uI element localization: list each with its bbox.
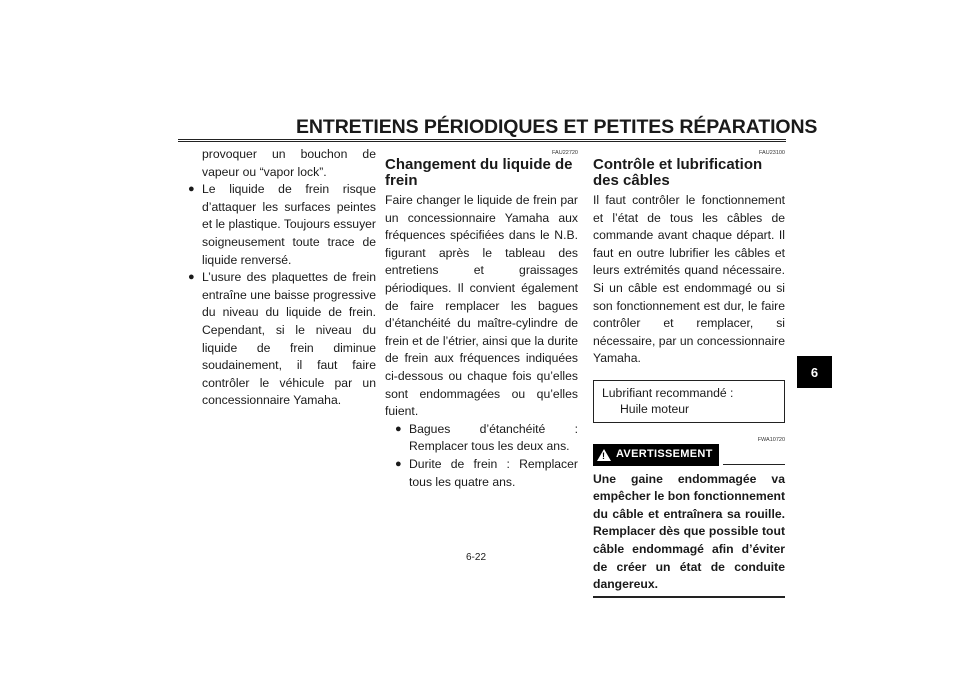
section-heading: Contrôle et lubrification des câbles — [593, 156, 763, 189]
header-rule — [178, 139, 786, 142]
intro-paragraph: provoquer un bouchon de vapeur ou “vapor lock”. — [202, 147, 376, 179]
section-body: Il faut contrôler le fonctionnement et l’état de tous les câbles de commande avant chaque départ. Il faut en outre lubrifier les câbles et leurs extrémités quand nécessaire. Si un câble est endommagé ou si son fonctionnement est dur, le faire contrôler et remplacer, si nécessaire, par un concessionnaire Yamaha. — [593, 193, 785, 366]
lubricant-box — [593, 380, 785, 423]
bullet-text: Le liquide de frein risque d’attaquer les surfaces peintes et le plastique. Toujours essuyer soigneusement toute trace de liquide renversé. — [202, 182, 376, 267]
bullet-item — [186, 269, 376, 410]
column-2 — [385, 146, 578, 491]
bullet-item — [385, 421, 578, 456]
warning-end-rule — [593, 596, 785, 598]
column-1 — [186, 146, 376, 410]
section-heading: Changement du liquide de frein — [385, 156, 573, 189]
page-title: ENTRETIENS PÉRIODIQUES ET PETITES RÉPARATIONS — [296, 116, 818, 138]
bullet-icon: ● — [188, 271, 195, 284]
warning-badge — [593, 444, 719, 466]
warning-label: AVERTISSEMENT — [616, 447, 713, 460]
lubricant-label: Lubrifiant recommandé : — [602, 385, 734, 400]
page-number: 6-22 — [466, 552, 487, 563]
section-code: FAU23100 — [759, 150, 785, 156]
warning-header — [593, 444, 785, 466]
bullet-icon: ● — [188, 183, 195, 196]
warning-text: Une gaine endommagée va empêcher le bon fonctionnement du câble et entraînera sa rouille. Remplacer dès que possible tout câble endommagé afin d’éviter de créer un état de conduite dangereux. — [593, 471, 785, 592]
warning-code: FWA10720 — [757, 436, 785, 443]
column-3 — [593, 146, 785, 598]
warning-rule — [723, 464, 785, 465]
chapter-tab: 6 — [797, 356, 832, 388]
section-body: Faire changer le liquide de frein par un concessionnaire Yamaha aux fréquences spécifiées dans le N.B. figurant après le tableau des entretiens et graissages périodiques. Il convient également de faire remplacer les bagues d’étanchéité du maître-cylindre de frein et de l’étrier, ainsi que la durite de frein aux fréquences indiquées ci-dessous ou chaque fois qu’elles sont endommagées ou qu’elles fuient. — [385, 193, 578, 419]
bullet-text: Durite de frein : Remplacer tous les quatre ans. — [409, 456, 578, 489]
bullet-icon: ● — [395, 422, 402, 435]
lubricant-value: Huile moteur — [620, 401, 690, 416]
section-code: FAU22720 — [552, 150, 578, 156]
bullet-item — [186, 181, 376, 269]
bullet-item — [385, 456, 578, 491]
bullet-text: L’usure des plaquettes de frein entraîne une baisse progressive du niveau du liquide de frein. Cependant, si le niveau du liquide de frein diminue soudainement, il faut faire contrôler le véhicule par un concessionnaire Yamaha. — [202, 270, 376, 408]
warning-icon — [597, 449, 611, 461]
bullet-icon: ● — [395, 457, 402, 470]
bullet-text: Bagues d’étanchéité : Remplacer tous les deux ans. — [409, 421, 578, 454]
